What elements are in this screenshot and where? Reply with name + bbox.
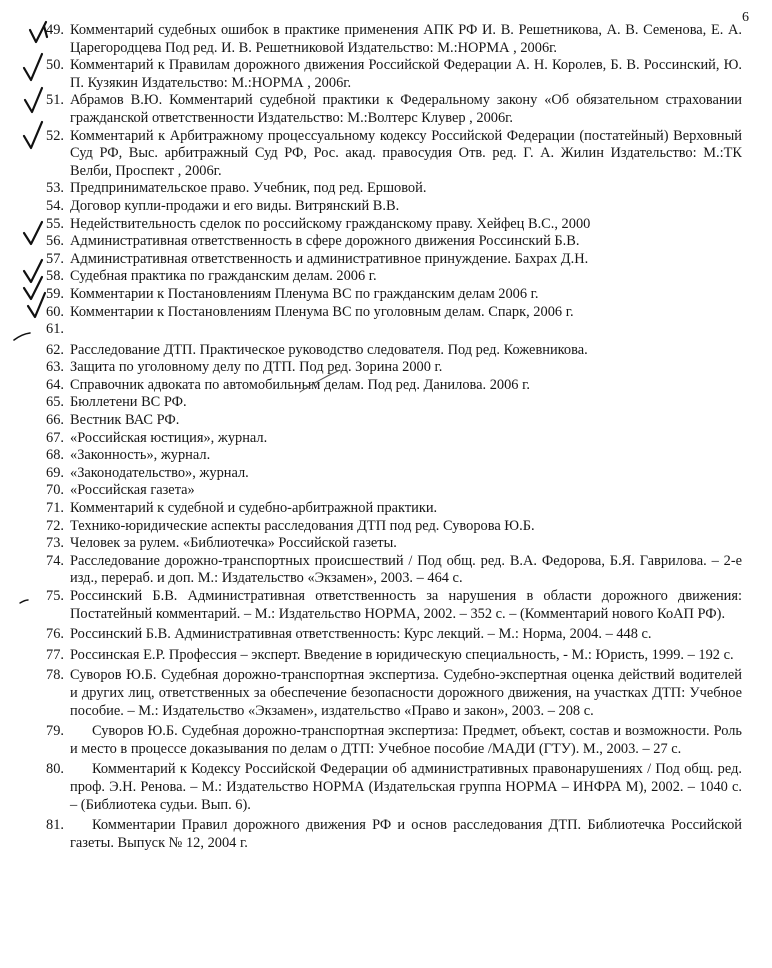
reference-text: Человек за рулем. «Библиотечка» Российской газеты. [70,535,397,552]
reference-number: 77. [46,646,64,663]
reference-number: 72. [46,517,64,534]
reference-item [0,626,772,644]
reference-item [0,518,772,536]
reference-text: «Законность», журнал. [70,447,211,464]
reference-text: Комментарий судебных ошибок в практике применения АПК РФ И. В. Решетникова, А. В. Семенова, Е. А. Царегородцева Под ред. И. В. Решетниковой Издательство: М.:НОРМА , 2006г. [70,22,742,56]
reference-item [0,92,772,127]
reference-text: Комментарий к судебной и судебно-арбитражной практики. [70,500,438,517]
reference-item [0,465,772,483]
page-number: 6 [742,10,749,25]
reference-text: Россинский Б.В. Административная ответственность: Курс лекций. – М.: Норма, 2004. – 448 с. [70,626,652,643]
reference-number: 75. [46,588,64,604]
reference-item [0,553,772,588]
reference-number: 54. [46,197,64,214]
reference-number: 76. [46,626,64,643]
reference-item [0,198,772,216]
reference-text: «Российская юстиция», журнал. [70,429,268,446]
reference-item [0,761,772,814]
reference-text: Суворов Ю.Б. Судебная дорожно-транспортная экспертиза. Судебно-экспертная оценка действий водителей и других лиц, ответственных за обеспечение безопасности дорожного движения, на участках ДТП: Учебное пособие. – М.: Издательство «Экзамен», издательство «Право и закон», 2003. – 208 с. [70,667,742,719]
reference-text: Судебная практика по гражданским делам. 2006 г. [70,268,377,285]
reference-text: Комментарий к Кодексу Российской Федерации об административных правонарушениях / Под общ. ред. проф. Э.Н. Ренова. – М.: Издательство НОРМА (Издательская группа НОРМА – ИНФРА М), 2002. – 1040 с. – (Библиотека судьи. Вып. 6). [70,761,742,813]
reference-text: Комментарии Правил дорожного движения РФ и основ расследования ДТП. Библиотечка Российской газеты. Выпуск № 12, 2004 г. [70,817,742,851]
reference-item [0,647,772,665]
reference-text: Вестник ВАС РФ. [70,412,180,429]
reference-item [0,180,772,198]
reference-number: 62. [46,341,64,358]
reference-text: Справочник адвоката по автомобильным делам. Под ред. Данилова. 2006 г. [70,376,530,393]
reference-number: 52. [46,127,64,144]
reference-number: 61. [46,321,64,338]
reference-item [0,535,772,553]
reference-text: Технико-юридические аспекты расследования ДТП под ред. Суворова Ю.Б. [70,517,535,534]
reference-number: 53. [46,180,64,197]
reference-item [0,321,772,339]
reference-number: 50. [46,57,64,74]
reference-item [0,377,772,395]
reference-number: 66. [46,412,64,429]
reference-number: 64. [46,376,64,393]
reference-text: Предпринимательское право. Учебник, под ред. Ершовой. [70,180,427,197]
reference-item [0,430,772,448]
reference-text: «Российская газета» [70,482,195,499]
reference-item [0,723,772,758]
reference-item [0,394,772,412]
reference-text: Расследование ДТП. Практическое руководство следователя. Под ред. Кожевникова. [70,341,588,358]
reference-text: Абрамов В.Ю. Комментарий судебной практики к Федеральному закону «Об обязательном страховании гражданской ответственности Издательство: М.:Волтерс Клувер , 2006г. [70,92,742,126]
reference-text: Россинская Е.Р. Профессия – эксперт. Введение в юридическую специальность, - М.: Юристь, 1999. – 192 с. [70,646,734,663]
reference-item [0,304,772,322]
reference-number: 57. [46,250,64,267]
reference-number: 49. [46,22,64,38]
reference-number: 65. [46,394,64,411]
reference-number: 68. [46,447,64,464]
reference-item [0,268,772,286]
reference-text: Административная ответственность и административное принуждение. Бахрах Д.Н. [70,250,589,267]
reference-text: Суворов Ю.Б. Судебная дорожно-транспортная экспертиза: Предмет, объект, состав и возможности. Роль и место в процессе доказывания по делам о ДТП: Учебное пособие /МАДИ (ГТУ). М., 2003. – 27 с. [70,723,742,757]
reference-number: 55. [46,215,64,232]
reference-text: Защита по уголовному делу по ДТП. Под ред. Зорина 2000 г. [70,359,443,376]
reference-item [0,500,772,518]
reference-item [0,216,772,234]
reference-text: Недействительность сделок по российскому гражданскому праву. Хейфец В.С., 2000 [70,215,591,232]
reference-item [0,412,772,430]
reference-text: Расследование дорожно-транспортных происшествий / Под общ. ред. В.А. Федорова, Б.Я. Гаврилова. – 2-е изд., перераб. и доп. М.: Издательство «Экзамен», 2003. – 464 с. [70,552,742,587]
reference-number: 56. [46,233,64,250]
reference-item [0,57,772,92]
reference-item [0,22,772,57]
reference-number: 79. [46,723,64,740]
reference-text: Комментарий к Арбитражному процессуальному кодексу Российской Федерации (постатейный) Верховный Суд РФ, Выс. арбитражный Суд РФ, Рос. акад. правосудия Отв. ред. Г. А. Жилин Издательство: М.:ТК Велби, Проспект , 2006г. [70,127,742,179]
reference-number: 59. [46,285,64,302]
reference-text: Комментарии к Постановлениям Пленума ВС по гражданским делам 2006 г. [70,285,539,302]
reference-item [0,588,772,623]
reference-text: Комментарий к Правилам дорожного движения Российской Федерации А. Н. Королев, Б. В. Россинский, Ю. П. Кузякин Издательство: М.:НОРМА , 2006г. [70,57,742,91]
reference-number: 81. [46,817,64,834]
reference-number: 67. [46,429,64,446]
reference-item [0,342,772,360]
reference-number: 69. [46,464,64,481]
reference-text: «Законодательство», журнал. [70,464,249,481]
reference-number: 63. [46,359,64,376]
reference-item [0,233,772,251]
reference-item [0,286,772,304]
reference-number: 78. [46,667,64,684]
reference-text: Бюллетени ВС РФ. [70,394,187,411]
reference-text: Комментарии к Постановлениям Пленума ВС по уголовным делам. Спарк, 2006 г. [70,303,574,320]
reference-list [0,22,772,852]
reference-text: Россинский Б.В. Административная ответственность за нарушения в области дорожного движения: Постатейный комментарий. – М.: Издательство НОРМА, 2002. – 352 с. – (Комментарий нового КоАП РФ). [70,588,742,622]
reference-number: 70. [46,482,64,499]
reference-number: 60. [46,303,64,320]
reference-text: Договор купли-продажи и его виды. Витрянский В.В. [70,197,400,214]
reference-number: 80. [46,761,64,778]
reference-number: 73. [46,535,64,552]
reference-item [0,447,772,465]
reference-item [0,482,772,500]
reference-number: 71. [46,500,64,517]
reference-item [0,359,772,377]
reference-number: 58. [46,268,64,285]
reference-text: Административная ответственность в сфере дорожного движения Россинский Б.В. [70,233,580,250]
reference-number: 74. [46,552,64,569]
reference-number: 51. [46,92,64,109]
reference-item [0,128,772,181]
reference-item [0,251,772,269]
reference-item [0,817,772,852]
reference-item [0,667,772,720]
